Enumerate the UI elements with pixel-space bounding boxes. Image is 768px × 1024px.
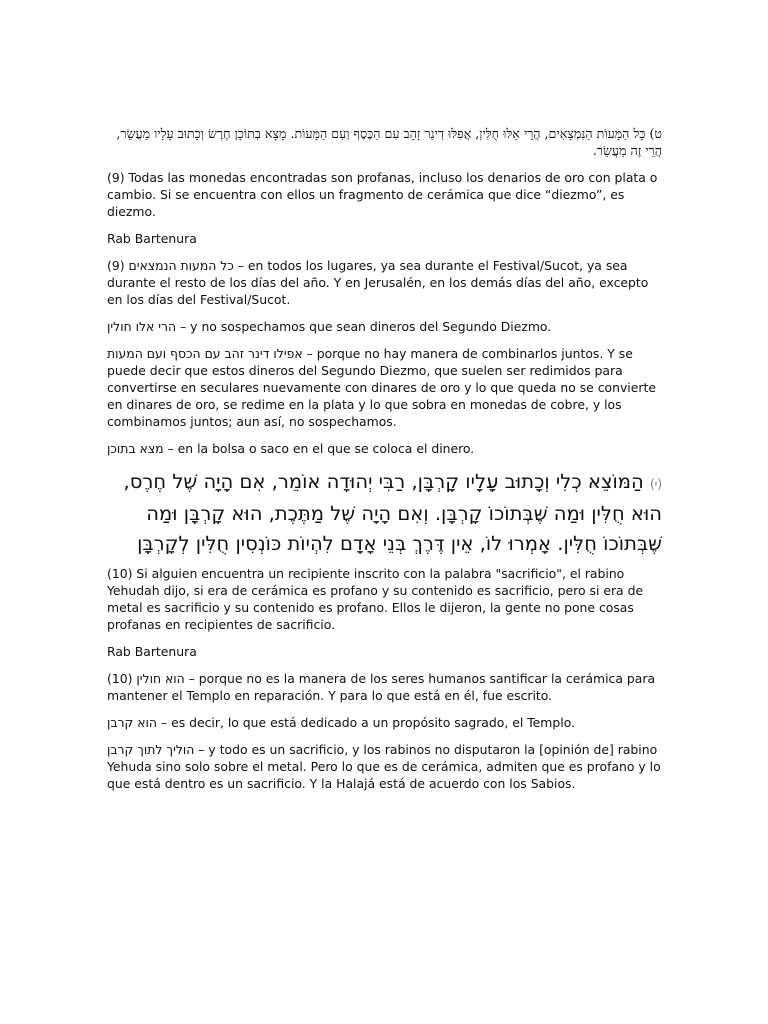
- comment-text: – en todos los lugares, ya sea durante el Festival/Sucot, ya sea durante el resto de los días del año. Y en Jerusalén, en los demás días del año, excepto en los días del Festival/Sucot.: [107, 258, 649, 307]
- comment-9-3: [107, 345, 662, 430]
- comment-lemma: הוליך לתוך קרבן: [107, 742, 195, 757]
- comment-prefix: (9): [107, 258, 129, 273]
- comment-10-1: [107, 670, 662, 704]
- mishnah-9-hebrew: ט) כָּל הַמָּעוֹת הַנִּמְצָאִים, הֲרֵי אֵלּוּ חֻלִּין, אֲפִלּוּ דִינַר זָהָב עִם הַכֶּסֶף וְעִם הַמָּעוֹת. מָצָא בְתוֹכָן חֶרֶשׂ וְכָתוּב עָלָיו מַעֲשֵׂר, הֲרֵי זֶה מַעֲשֵׂר.: [116, 126, 662, 158]
- comment-lemma: הוא חולין: [136, 671, 185, 686]
- comment-lemma: הוא קרבן: [107, 715, 158, 730]
- comment-prefix: (10): [107, 671, 137, 686]
- comment-text: – y no sospechamos que sean dineros del Segundo Diezmo.: [176, 319, 552, 334]
- comment-lemma: אפילו דינר זהב עם הכסף ועם המעות: [107, 346, 303, 361]
- comment-lemma: מצא בתוכן: [107, 441, 164, 456]
- mishnah-10-hebrew: [107, 467, 662, 559]
- comment-10-3: [107, 741, 662, 792]
- comment-9-1: [107, 257, 662, 308]
- comment-text: – es decir, lo que está dedicado a un propósito sagrado, el Templo.: [157, 715, 575, 730]
- comment-text: – porque no hay manera de combinarlos juntos. Y se puede decir que estos dineros del Segundo Diezmo, que suelen ser redimidos para convertirse en seculares nuevamente con dinares de oro y lo que queda no se convierte en dinares de oro, se redime en la plata y lo que sobra en monedas de cobre, y los combinamos juntos; aun así, no sospechamos.: [107, 346, 656, 429]
- comment-text: – porque no es la manera de los seres humanos santificar la cerámica para mantener el Templo en reparación. Y para lo que está en él, fue escrito.: [107, 671, 656, 703]
- comment-9-2: [107, 318, 662, 335]
- document-page: [107, 125, 662, 802]
- comment-lemma: כל המעות הנמצאים: [128, 258, 234, 273]
- mishnah-10-hebrew-text: הַמּוֹצֵא כְלִי וְכָתוּב עָלָיו קָרְבָּן, רַבִּי יְהוּדָה אוֹמֵר, אִם הָיָה שֶׁל חֶרֶס, הוּא חֻלִּין וּמַה שֶּׁבְּתוֹכוֹ קָרְבָּן. וְאִם הָיָה שֶׁל מַתֶּכֶת, הוּא קָרְבָּן וּמַה שֶּׁבְּתוֹכוֹ חֻלִּין. אָמְרוּ לוֹ, אֵין דֶּרֶךְ בְּנֵי אָדָם לִהְיוֹת כּוֹנְסִין חֻלִּין לְקָרְבָּן: [123, 470, 662, 555]
- mishnah-9-translation: (9) Todas las monedas encontradas son profanas, incluso los denarios de oro con plata o cambio. Si se encuentra con ellos un fragmento de cerámica que dice “diezmo”, es diezmo.: [107, 170, 658, 219]
- comment-lemma: הרי אלו חולין: [107, 319, 177, 334]
- commentator-heading-9: Rab Bartenura: [107, 231, 197, 246]
- comment-text: – en la bolsa o saco en el que se coloca el dinero.: [163, 441, 475, 456]
- comment-9-4: [107, 440, 662, 457]
- mishnah-10-translation: (10) Si alguien encuentra un recipiente inscrito con la palabra "sacrificio", el rabino Yehudah dijo, si era de cerámica es profano y su contenido es sacrificio, pero si era de metal es sacrificio y su contenido es profano. Ellos le dijeron, la gente no pone cosas profanas en recipientes de sacrificio.: [107, 566, 644, 632]
- verse-number: (י): [649, 477, 662, 491]
- commentator-heading-10: Rab Bartenura: [107, 644, 197, 659]
- comment-10-2: [107, 714, 662, 731]
- comment-text: – y todo es un sacrificio, y los rabinos no disputaron la [opinión de] rabino Yehuda sino solo sobre el metal. Pero lo que es de cerámica, admiten que es profano y lo que está dentro es un sacrificio. Y la Halajá está de acuerdo con los Sabios.: [107, 742, 661, 791]
